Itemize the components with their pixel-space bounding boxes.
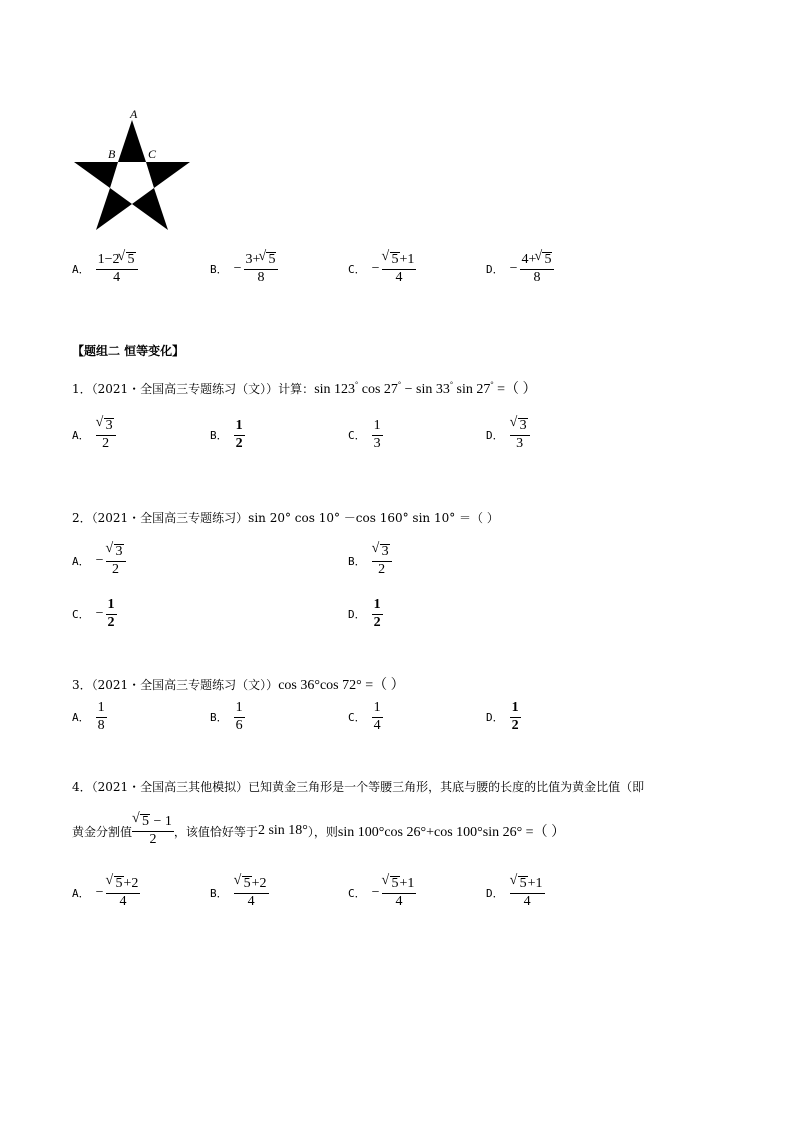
fraction: $\frac{1}{3}$ <box>373 418 381 451</box>
minus-sign: − <box>371 885 380 901</box>
option-label: A． <box>72 263 90 277</box>
minus-sign: − <box>509 261 518 277</box>
q1-option-b[interactable] <box>210 418 245 453</box>
option-label: C． <box>72 608 90 622</box>
question-4-math: 2 sin 18° <box>257 823 308 839</box>
fraction: $\frac{1}{2}$ <box>511 700 519 733</box>
point-b-label: B <box>108 147 116 161</box>
q0-option-a[interactable] <box>72 252 138 287</box>
q3-option-a[interactable] <box>72 700 107 735</box>
q2-option-c[interactable] <box>72 597 117 632</box>
q0-option-d[interactable] <box>486 252 554 287</box>
fraction: √ $\frac{5+1}{4}$ <box>510 876 545 911</box>
option-label: D． <box>486 887 504 901</box>
option-label: A． <box>72 555 90 569</box>
minus-sign: − <box>233 261 242 277</box>
fraction: $\frac{3+√ 5}{8}$ <box>244 252 279 287</box>
minus-sign: − <box>95 885 104 901</box>
minus-sign: − <box>95 606 104 622</box>
fraction: $\frac{1}{8}$ <box>97 700 105 733</box>
fraction: $\frac{4+√ 5}{8}$ <box>520 252 555 287</box>
minus-sign: − <box>371 261 380 277</box>
q4-option-c[interactable] <box>348 876 416 911</box>
question-3 <box>72 674 405 694</box>
option-label: B． <box>210 429 228 443</box>
fraction: √ $\frac{3}{2}$ <box>372 544 392 579</box>
minus-sign: − <box>95 553 104 569</box>
option-label: B． <box>210 263 228 277</box>
option-label: C． <box>348 711 366 725</box>
option-label: D． <box>486 429 504 443</box>
fraction: $\frac{1}{6}$ <box>235 700 243 733</box>
question-1 <box>72 378 537 398</box>
fraction: $\frac{1-2√ 5}{4}$ <box>96 252 138 287</box>
fraction: √ $\frac{5+1}{4}$ <box>382 876 417 911</box>
q4-option-d[interactable] <box>486 876 545 911</box>
option-label: B． <box>210 887 228 901</box>
q1-option-c[interactable] <box>348 418 383 453</box>
option-label: C． <box>348 263 366 277</box>
fraction: √ $\frac{5+2}{4}$ <box>106 876 141 911</box>
q2-option-a[interactable] <box>72 544 126 579</box>
fraction: √ $\frac{3}{2}$ <box>106 544 126 579</box>
point-c-label: C <box>148 147 157 161</box>
question-4-line-2 <box>72 814 565 849</box>
q1-option-a[interactable] <box>72 418 116 453</box>
q2-option-d[interactable] <box>348 597 383 632</box>
fraction: $\frac{1}{2}$ <box>235 418 243 451</box>
q4-option-a[interactable] <box>72 876 140 911</box>
option-label: D． <box>486 711 504 725</box>
option-label: C． <box>348 887 366 901</box>
question-1-expr: sin 123° cos 27° − sin 33° sin 27° =（ ） <box>314 380 537 397</box>
option-label: A． <box>72 711 90 725</box>
q3-option-b[interactable] <box>210 700 245 735</box>
star-figure <box>70 100 200 235</box>
q0-option-b[interactable] <box>210 252 278 287</box>
fraction: $\frac{1}{2}$ <box>373 597 381 630</box>
fraction: $\frac{1}{4}$ <box>373 700 381 733</box>
question-4-math: sin 100°cos 26°+cos 100°sin 26° =（ ） <box>337 825 566 841</box>
option-label: B． <box>210 711 228 725</box>
fraction: √ $\frac{5+2}{4}$ <box>234 876 269 911</box>
q2-option-b[interactable] <box>348 544 392 579</box>
q0-option-c[interactable] <box>348 252 416 287</box>
fraction: √ $\frac{3}{2}$ <box>96 418 116 453</box>
option-label: A． <box>72 887 90 901</box>
question-4-text: 黄金分割值 <box>72 824 133 839</box>
question-1-prefix: 1．（2021・全国高三专题练习（文））计算： <box>72 382 315 396</box>
question-4-line-1: 4．（2021・全国高三其他模拟）已知黄金三角形是一个等腰三角形，其底与腰的长度的比值为黄金比值（即 <box>72 780 645 794</box>
q3-option-d[interactable] <box>486 700 521 735</box>
question-3-expr: cos 36°cos 72° =（ ） <box>278 678 405 693</box>
fraction: $\frac{1}{2}$ <box>107 597 115 630</box>
question-4-text: ），则 <box>307 824 338 839</box>
point-a-label: A <box>130 107 138 121</box>
fraction: √ $\frac{3}{3}$ <box>510 418 530 453</box>
q4-option-b[interactable] <box>210 876 269 911</box>
golden-ratio-fraction: √ $\frac{5 - 1}{2}$ <box>132 814 174 849</box>
star-shape <box>74 120 190 230</box>
question-4-text: ，该值恰好等于 <box>173 824 258 839</box>
q1-option-d[interactable] <box>486 418 530 453</box>
q3-option-c[interactable] <box>348 700 383 735</box>
section-heading: 【题组二 恒等变化】 <box>72 344 185 358</box>
option-label: C． <box>348 429 366 443</box>
option-label: A． <box>72 429 90 443</box>
option-label: D． <box>486 263 504 277</box>
question-3-prefix: 3．（2021・全国高三专题练习（文）） <box>72 678 279 692</box>
question-2: 2．（2021・全国高三专题练习）sin 20° cos 10° －cos 160° sin 10° ＝（ ） <box>72 511 499 525</box>
option-label: D． <box>348 608 366 622</box>
option-label: B． <box>348 555 366 569</box>
fraction: √ $\frac{5+1}{4}$ <box>382 252 417 287</box>
